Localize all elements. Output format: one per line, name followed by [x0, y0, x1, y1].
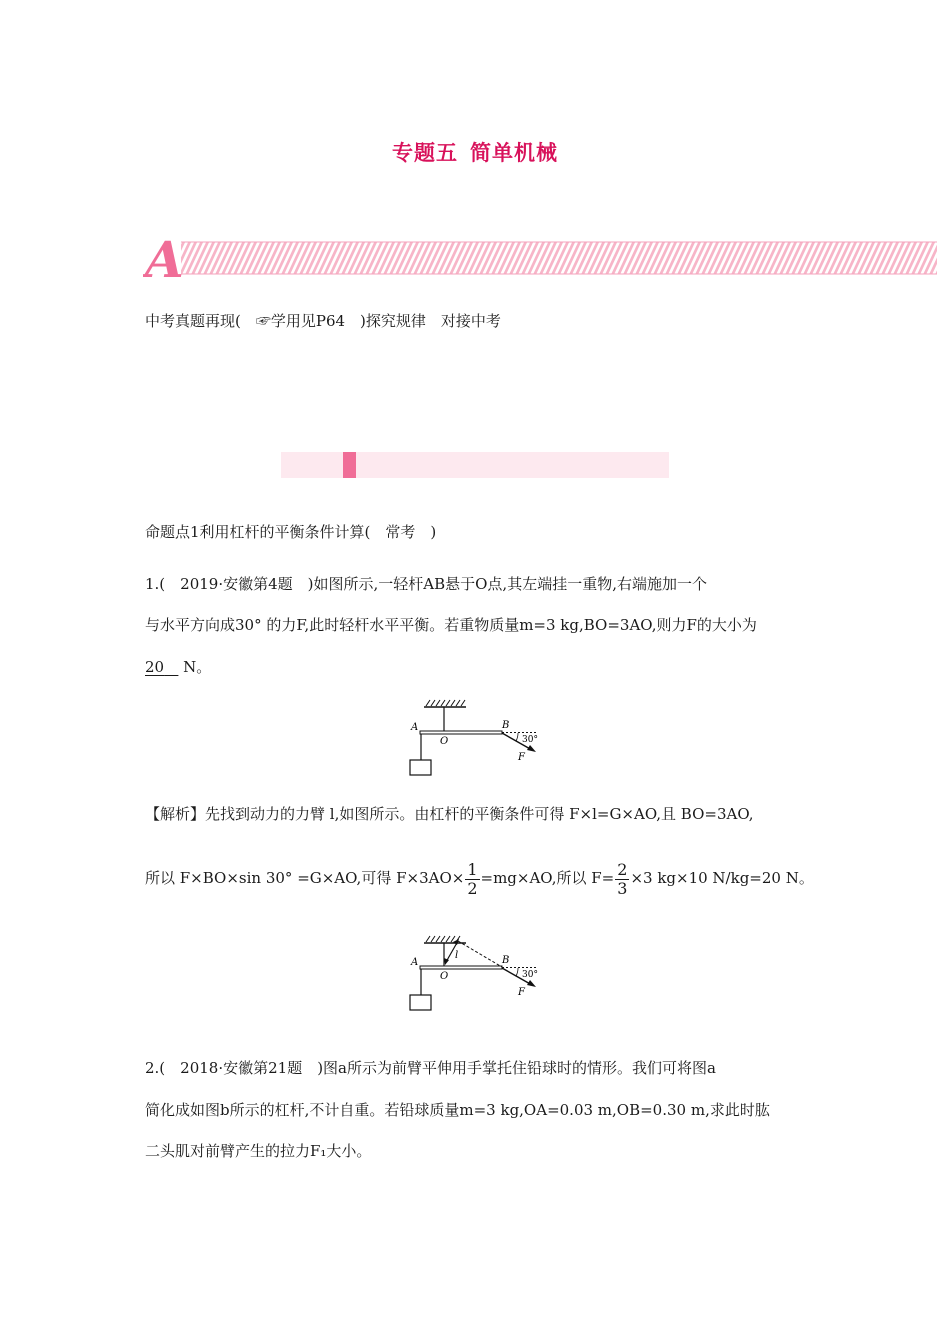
title-part-1: 专题五	[392, 140, 458, 165]
fig2-label-o: O	[440, 971, 449, 982]
banner-stripes	[181, 242, 937, 274]
q2-line-1: 2.( 2018·安徽第21题 )图a所示为前臂平伸用手掌托住铅球时的情形。我们可将图a	[145, 1059, 716, 1077]
q1-lever-figure	[400, 698, 550, 780]
section-heading: 命题点1利用杠杆的平衡条件计算( 常考 )	[145, 523, 437, 541]
analysis-lever-figure	[400, 932, 550, 1014]
fig1-label-f: F	[518, 752, 525, 763]
q1-line-3	[145, 657, 211, 677]
title-part-2: 简单机械	[470, 140, 558, 165]
analysis-line-2a: 所以 F×BO×sin 30° =G×AO,可得 F×3AO×	[145, 869, 465, 887]
q1-unit: N。	[178, 658, 212, 676]
analysis-line-1: 【解析】先找到动力的力臂 l,如图所示。由杠杆的平衡条件可得 F×l=G×AO,且 BO=3AO,	[145, 805, 754, 823]
fig1-angle: 30°	[522, 735, 538, 745]
fig2-label-l: l	[455, 950, 459, 961]
fraction-one-half: $\frac{1}{2}$	[467, 859, 478, 898]
q2-line-3: 二头肌对前臂产生的拉力F₁大小。	[145, 1142, 372, 1160]
page-title	[0, 137, 950, 167]
fig1-label-o: O	[440, 736, 449, 747]
fig2-label-f: F	[518, 987, 525, 998]
section-header-bar	[281, 452, 669, 478]
fig2-label-b: B	[502, 955, 510, 966]
q1-answer: 20	[145, 658, 165, 676]
analysis-line-2c: ×3 kg×10 N/kg=20 N。	[630, 869, 814, 887]
fraction-two-thirds: $\frac{2}{3}$	[617, 859, 628, 898]
fig1-label-b: B	[502, 720, 510, 731]
analysis-line-2	[145, 858, 814, 898]
subtitle: 中考真题再现( ☞学用见P64 )探究规律 对接中考	[145, 312, 501, 330]
fig1-label-a: A	[411, 722, 419, 733]
fig2-label-a: A	[411, 957, 419, 968]
q1-line-1: 1.( 2019·安徽第4题 )如图所示,一轻杆AB悬于O点,其左端挂一重物,右端施加一个	[145, 575, 707, 593]
section-a-banner	[143, 236, 937, 280]
section-header-marker	[343, 452, 356, 478]
q1-line-2: 与水平方向成30° 的力F,此时轻杆水平平衡。若重物质量m=3 kg,BO=3AO,则力F的大小为	[145, 616, 757, 634]
fig2-angle: 30°	[522, 970, 538, 980]
q2-line-2: 简化成如图b所示的杠杆,不计自重。若铅球质量m=3 kg,OA=0.03 m,OB=0.30 m,求此时肱	[145, 1101, 770, 1119]
banner-letter: A	[145, 236, 184, 280]
analysis-line-2b: =mg×AO,所以 F=	[480, 869, 615, 887]
